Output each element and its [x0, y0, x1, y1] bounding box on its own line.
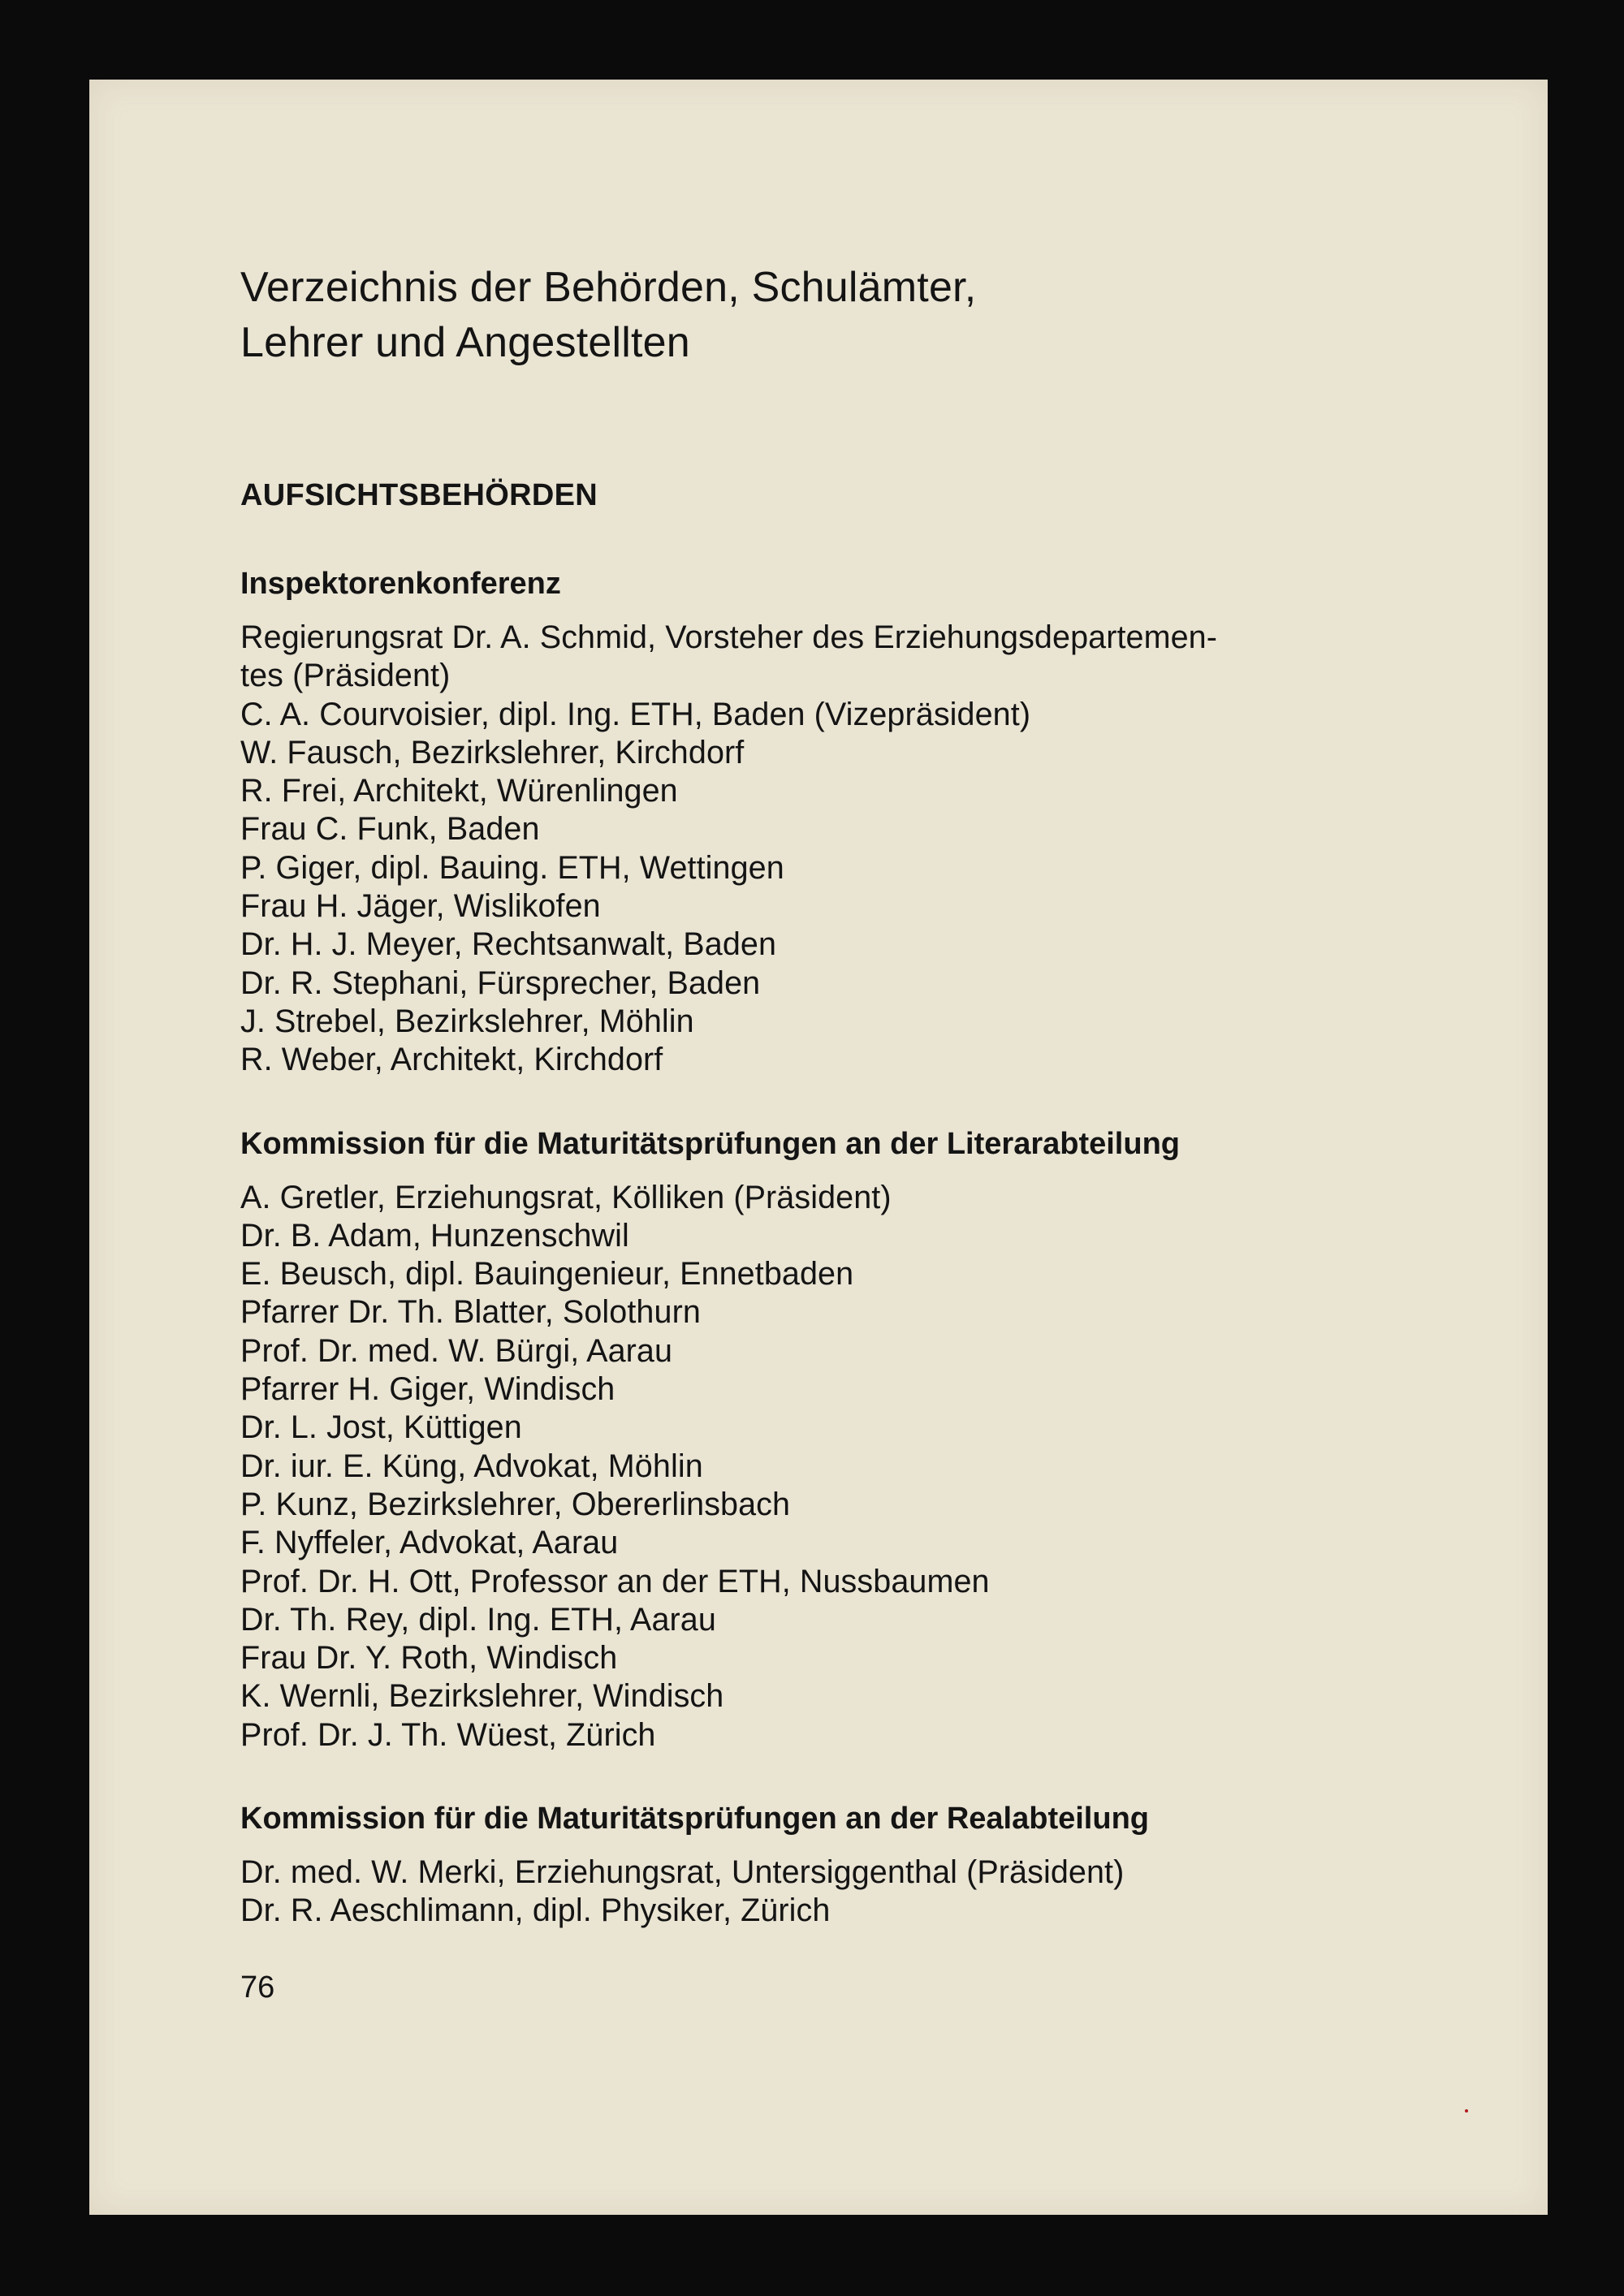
list-item: Dr. R. Stephani, Fürsprecher, Baden [240, 965, 761, 1001]
page-content [240, 260, 1475, 2006]
list-item: Prof. Dr. med. W. Bürgi, Aarau [240, 1332, 673, 1369]
list-item: Frau Dr. Y. Roth, Windisch [240, 1640, 618, 1677]
section-list-literarabteilung [240, 1179, 1475, 1754]
main-heading: AUFSICHTSBEHÖRDEN [240, 478, 598, 512]
section-heading-inspektorenkonferenz: Inspektorenkonferenz [240, 567, 561, 601]
list-item: Frau H. Jäger, Wislikofen [240, 888, 601, 925]
list-item: Dr. B. Adam, Hunzenschwil [240, 1217, 629, 1254]
list-item: Frau C. Funk, Baden [240, 811, 540, 848]
list-item: Dr. H. J. Meyer, Rechtsanwalt, Baden [240, 926, 777, 963]
list-item: E. Beusch, dipl. Bauingenieur, Ennetbaden [240, 1256, 854, 1293]
list-item: R. Weber, Architekt, Kirchdorf [240, 1042, 663, 1078]
section-list-realabteilung [240, 1854, 1475, 1931]
document-page [89, 80, 1548, 2215]
red-speck [1465, 2109, 1468, 2113]
list-item: Dr. med. W. Merki, Erziehungsrat, Untersiggenthal (Präsident) [240, 1854, 1125, 1891]
section-list-inspektorenkonferenz [240, 619, 1475, 1080]
list-item: W. Fausch, Bezirkslehrer, Kirchdorf [240, 734, 745, 770]
list-item: Dr. L. Jost, Küttigen [240, 1409, 522, 1446]
list-item: P. Kunz, Bezirkslehrer, Obererlinsbach [240, 1486, 791, 1522]
section-heading-literarabteilung: Kommission für die Maturitätsprüfungen an der Literarabteilung [240, 1126, 1180, 1161]
list-item: C. A. Courvoisier, dipl. Ing. ETH, Baden (Vizepräsident) [240, 696, 1031, 732]
title-line-1: Verzeichnis der Behörden, Schulämter, [240, 264, 977, 311]
list-item: J. Strebel, Bezirkslehrer, Möhlin [240, 1003, 694, 1039]
list-item: tes (Präsident) [240, 658, 451, 694]
page-number: 76 [240, 1970, 275, 2005]
page-title [240, 260, 1475, 370]
list-item: Dr. R. Aeschlimann, dipl. Physiker, Zürich [240, 1892, 831, 1929]
list-item: Prof. Dr. J. Th. Wüest, Zürich [240, 1716, 656, 1753]
list-item: P. Giger, dipl. Bauing. ETH, Wettingen [240, 849, 784, 886]
list-item: Dr. Th. Rey, dipl. Ing. ETH, Aarau [240, 1601, 716, 1638]
list-item: Regierungsrat Dr. A. Schmid, Vorsteher des Erziehungsdepartemen- [240, 619, 1217, 655]
list-item: A. Gretler, Erziehungsrat, Kölliken (Präsident) [240, 1179, 892, 1215]
section-heading-realabteilung: Kommission für die Maturitätsprüfungen an der Realabteilung [240, 1802, 1149, 1836]
list-item: Pfarrer Dr. Th. Blatter, Solothurn [240, 1294, 701, 1331]
list-item: Pfarrer H. Giger, Windisch [240, 1371, 615, 1408]
list-item: F. Nyffeler, Advokat, Aarau [240, 1525, 619, 1561]
list-item: Prof. Dr. H. Ott, Professor an der ETH, Nussbaumen [240, 1563, 990, 1599]
list-item: R. Frei, Architekt, Würenlingen [240, 773, 678, 809]
title-line-2: Lehrer und Angestellten [240, 319, 690, 366]
list-item: Dr. iur. E. Küng, Advokat, Möhlin [240, 1448, 703, 1484]
list-item: K. Wernli, Bezirkslehrer, Windisch [240, 1678, 724, 1715]
